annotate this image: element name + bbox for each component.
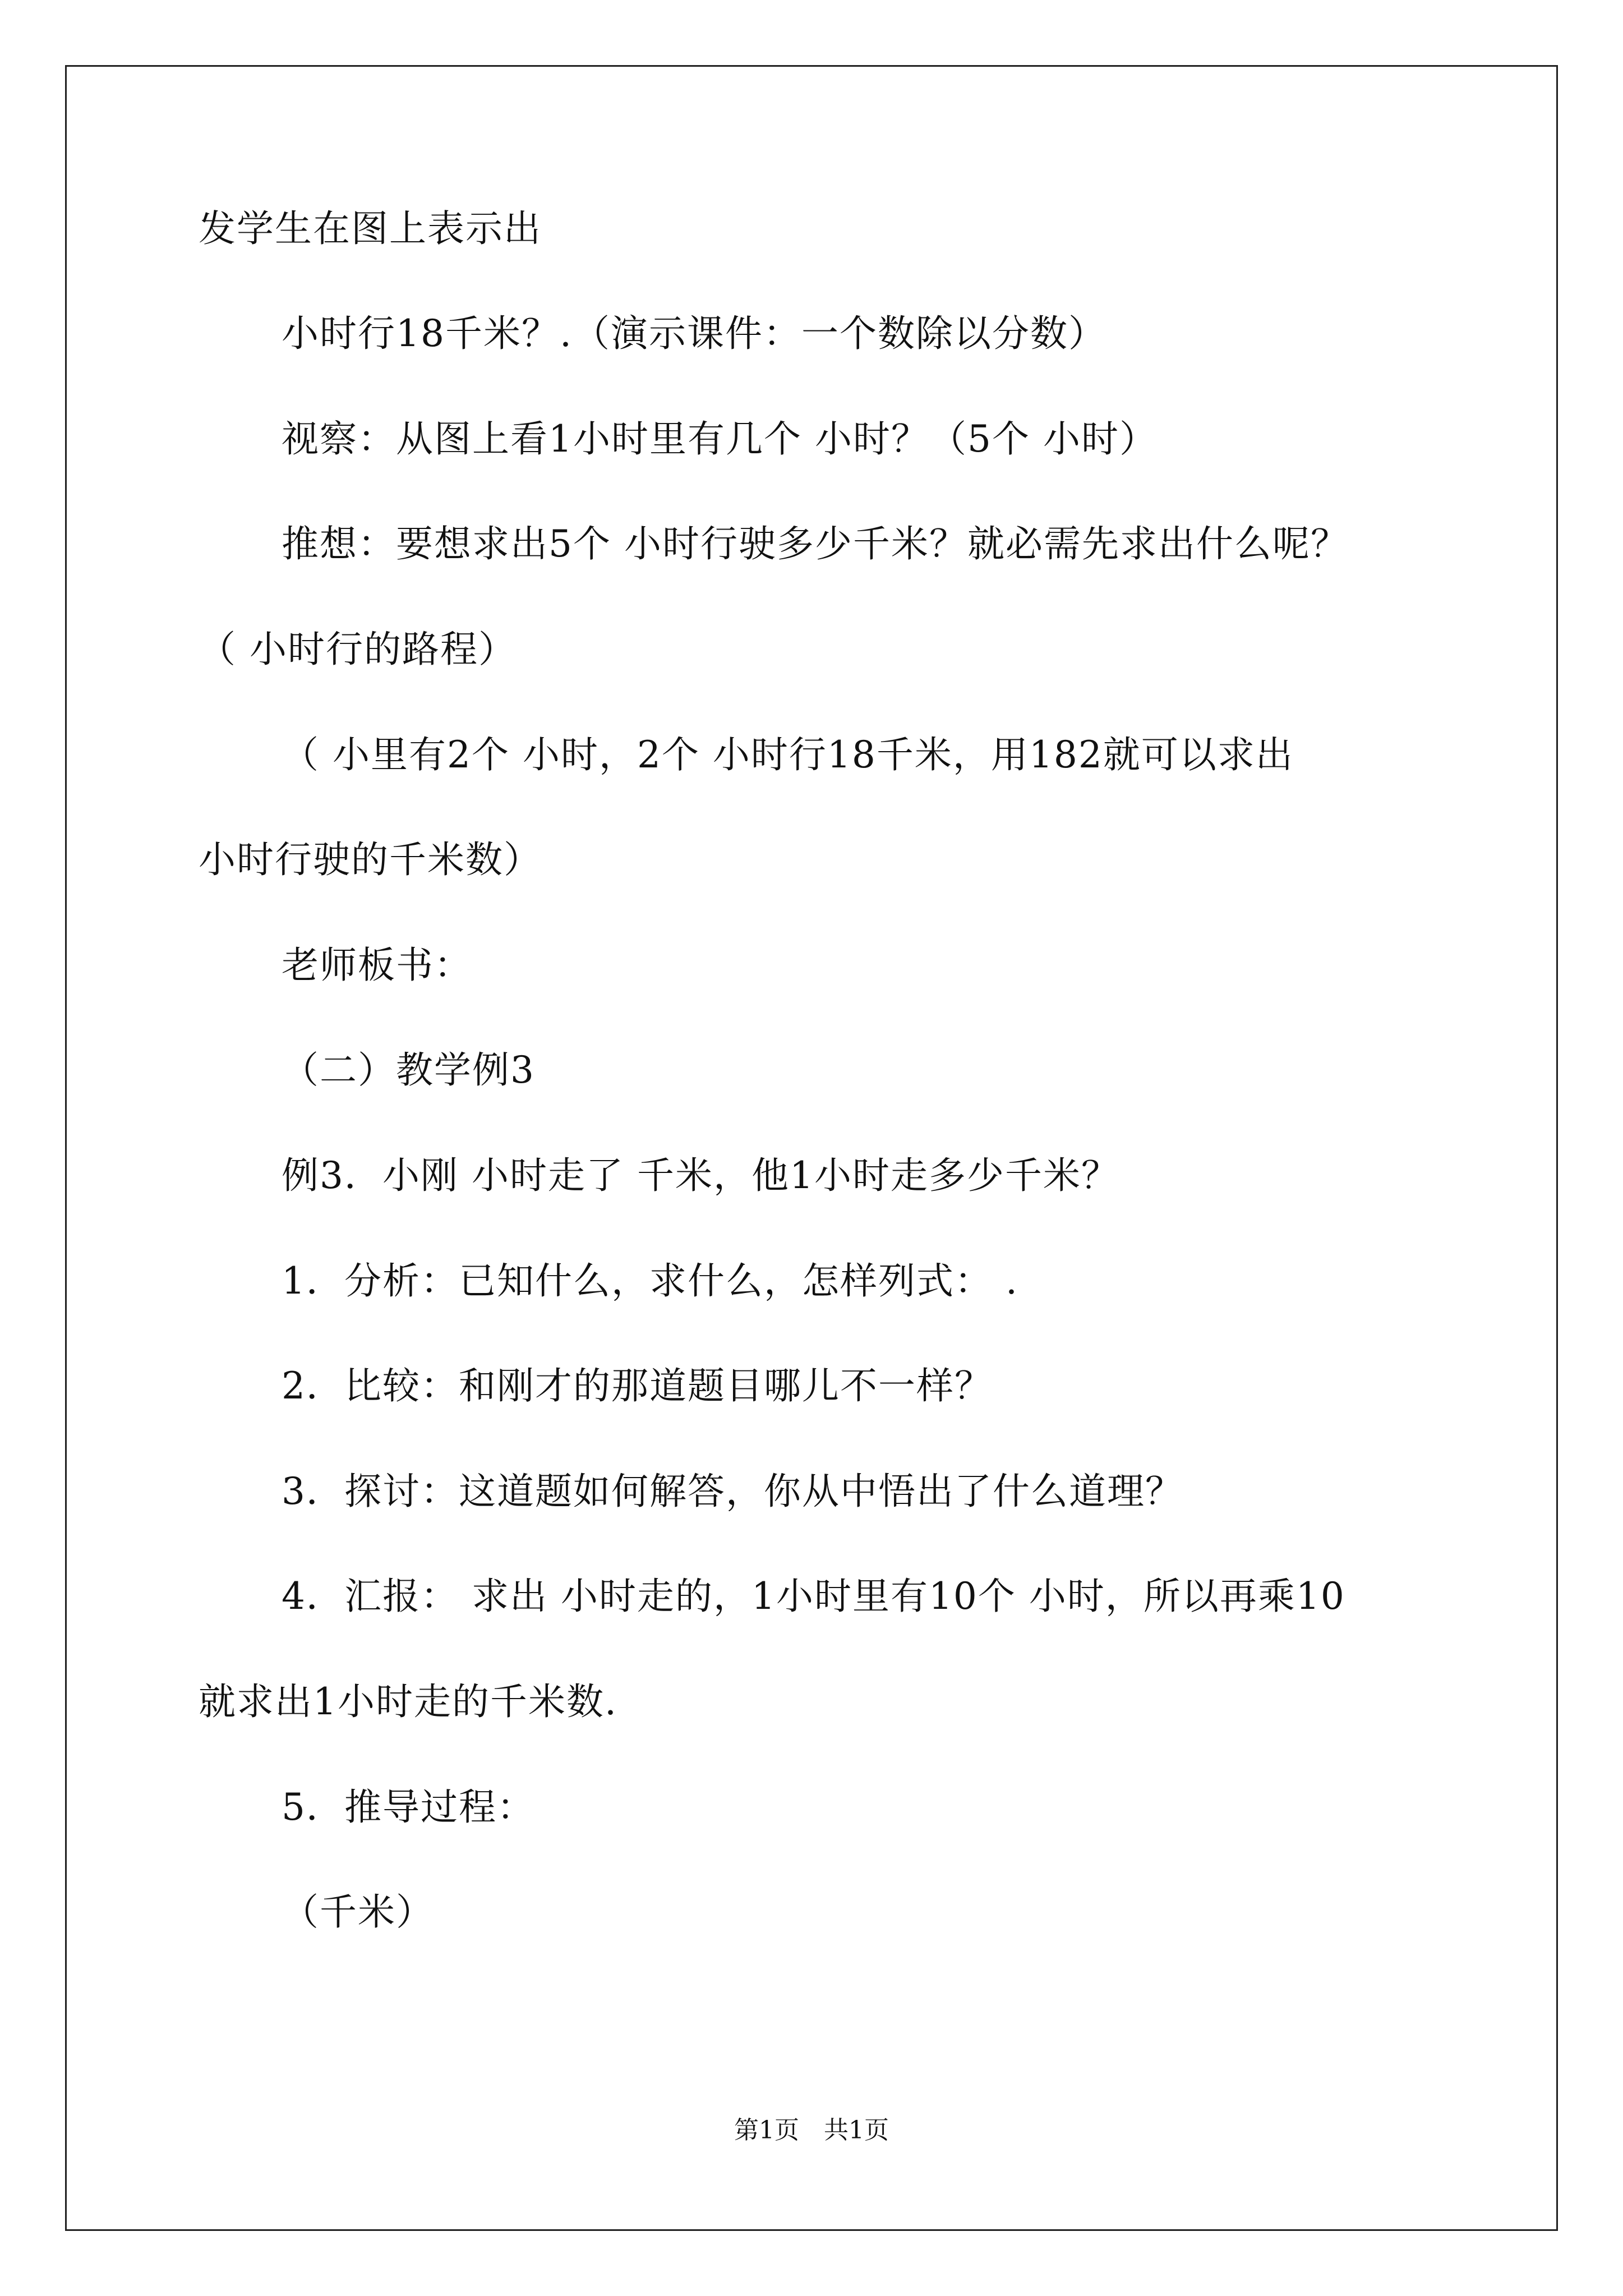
page-number: 第1页 (734, 2116, 799, 2145)
text-line-9: （二）教学例3 (282, 1048, 535, 1092)
text-line-7: 小时行驶的千米数） (199, 838, 542, 881)
text-line-4: 推想：要想求出5个 小时行驶多少千米？就必需先求出什么呢？ (282, 522, 1349, 565)
text-line-3: 视察：从图上看1小时里有几个 小时？（5个 小时） (282, 417, 1158, 461)
text-line-11: 1．分析：已知什么，求什么，怎样列式： . (282, 1259, 1018, 1303)
text-line-5: （ 小时行的路程） (199, 628, 517, 671)
text-line-2: 小时行18千米？.（演示课件：一个数除以分数） (282, 312, 1106, 355)
text-line-14: 4．汇报： 求出 小时走的，1小时里有10个 小时，所以再乘10 (282, 1575, 1345, 1618)
text-line-16: 5．推导过程： (282, 1786, 535, 1829)
text-line-10: 例3．小刚 小时走了 千米，他1小时走多少千米？ (282, 1154, 1119, 1197)
page-footer (0, 2115, 1623, 2146)
text-line-8: 老师板书： (282, 944, 472, 987)
page-total: 共1页 (824, 2116, 889, 2145)
text-line-6: （ 小里有2个 小时，2个 小时行18千米，用182就可以求出 (282, 733, 1294, 776)
text-line-1: 发学生在图上表示出 (199, 207, 542, 250)
text-line-12: 2．比较：和刚才的那道题目哪儿不一样？ (282, 1364, 993, 1407)
text-line-17: （千米） (282, 1890, 434, 1934)
text-line-15: 就求出1小时走的千米数. (199, 1680, 617, 1723)
text-line-13: 3．探讨：这道题如何解答，你从中悟出了什么道理？ (282, 1470, 1183, 1513)
